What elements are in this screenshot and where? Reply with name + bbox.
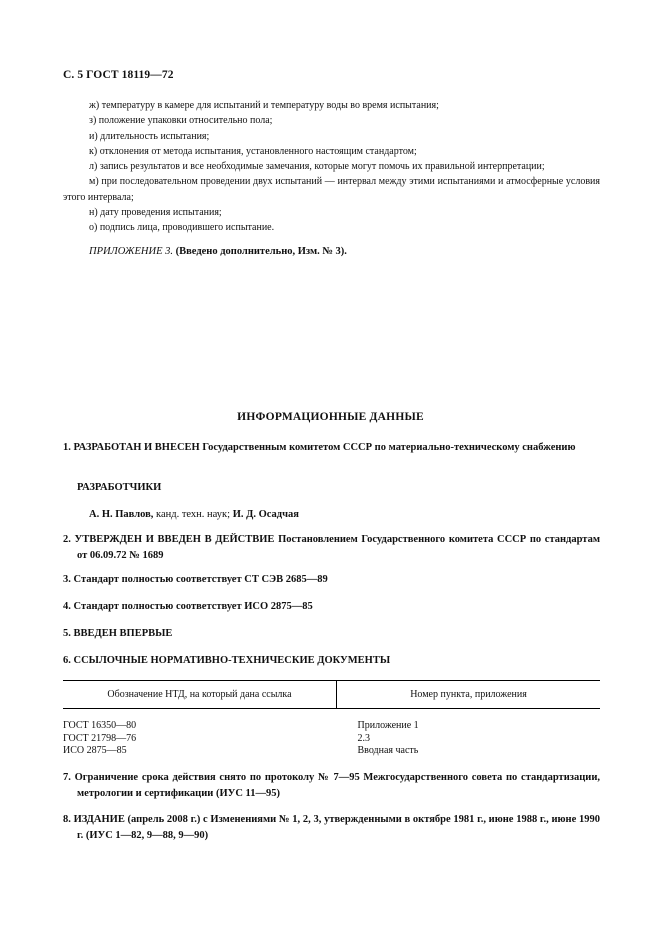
info-section-2-text: 2. УТВЕРЖДЕН И ВВЕДЕН В ДЕЙСТВИЕ Постановлением Государственного комитета СССР по стандартам от 06.09.72 № 1689 bbox=[63, 534, 600, 561]
info-section-5 bbox=[63, 626, 600, 642]
info-section-8 bbox=[63, 812, 600, 844]
ref-cell: Вводная часть bbox=[357, 745, 419, 756]
info-section-1-text: 1. РАЗРАБОТАН И ВНЕСЕН Государственным комитетом СССР по материально-техническому снабжению bbox=[63, 442, 576, 453]
list-item: к) отклонения от метода испытания, установленного настоящим стандартом; bbox=[89, 145, 417, 157]
doc-cell: ГОСТ 21798—76 bbox=[63, 732, 137, 744]
table-header-row bbox=[63, 681, 600, 709]
info-section-7 bbox=[63, 770, 600, 802]
list-item: м) при последовательном проведении двух испытаний — интервал между этими испытаниями и атмосферные условия этого интервала; bbox=[63, 176, 600, 203]
info-section-3-text: 3. Стандарт полностью соответствует СТ СЭВ 2685—89 bbox=[63, 574, 328, 585]
info-section-4 bbox=[63, 599, 600, 615]
doc-cell: ИСО 2875—85 bbox=[63, 745, 127, 756]
list-item: ж) температуру в камере для испытаний и температуру воды во время испытания; bbox=[89, 100, 439, 111]
list-item: л) запись результатов и все необходимые замечания, которые могут помочь их правильной интерпретации; bbox=[89, 161, 545, 173]
list-item: з) положение упаковки относительно пола; bbox=[89, 115, 273, 127]
list-item: н) дату проведения испытания; bbox=[89, 207, 222, 219]
developer-1-title: канд. техн. наук; bbox=[153, 509, 233, 520]
table-row bbox=[63, 709, 600, 758]
table-header-ref: Номер пункта, приложения bbox=[337, 681, 601, 709]
list-item: и) длительность испытания; bbox=[89, 130, 210, 142]
info-title: ИНФОРМАЦИОННЫЕ ДАННЫЕ bbox=[237, 411, 424, 423]
appendix-amendment: (Введено дополнительно, Изм. № 3). bbox=[175, 246, 347, 257]
info-section-5-text: 5. ВВЕДЕН ВПЕРВЫЕ bbox=[63, 628, 173, 639]
info-section-8-text: 8. ИЗДАНИЕ (апрель 2008 г.) с Изменениями № 1, 2, 3, утвержденными в октябре 1981 г., июне 1988 г., июне 1990 г. (ИУС 1—82, 9—88, 9—90) bbox=[63, 814, 600, 841]
appendix-note bbox=[89, 246, 347, 257]
appendix-label: ПРИЛОЖЕНИЕ 3. bbox=[89, 246, 173, 257]
developers-heading-text: РАЗРАБОТЧИКИ bbox=[77, 482, 162, 493]
page-header: С. 5 ГОСТ 18119—72 bbox=[63, 69, 174, 81]
reference-documents-table bbox=[63, 680, 600, 758]
doc-cell: ГОСТ 16350—80 bbox=[63, 720, 137, 731]
developer-1-name: А. Н. Павлов, bbox=[89, 509, 154, 520]
table-header-doc: Обозначение НТД, на который дана ссылка bbox=[63, 681, 337, 709]
info-section-1 bbox=[63, 440, 600, 456]
list-item: о) подпись лица, проводившего испытание. bbox=[89, 222, 275, 234]
info-section-6 bbox=[63, 653, 600, 669]
info-section-3 bbox=[63, 572, 600, 588]
table-cell-docs bbox=[63, 709, 337, 758]
developers-heading bbox=[77, 480, 614, 496]
info-section-2 bbox=[63, 532, 600, 564]
report-items-list bbox=[63, 98, 600, 236]
ref-cell: Приложение 1 bbox=[357, 720, 419, 731]
info-section-7-text: 7. Ограничение срока действия снято по протоколу № 7—95 Межгосударственного совета по стандартизации, метрологии и сертификации (ИУС 11—95) bbox=[63, 772, 600, 799]
developers-list bbox=[89, 507, 626, 523]
info-section-4-text: 4. Стандарт полностью соответствует ИСО 2875—85 bbox=[63, 601, 313, 612]
developer-2-name: И. Д. Осадчая bbox=[232, 509, 299, 520]
ref-cell: 2.3 bbox=[357, 732, 370, 744]
table-cell-refs bbox=[337, 709, 601, 758]
info-section-6-text: 6. ССЫЛОЧНЫЕ НОРМАТИВНО-ТЕХНИЧЕСКИЕ ДОКУМЕНТЫ bbox=[63, 655, 391, 666]
